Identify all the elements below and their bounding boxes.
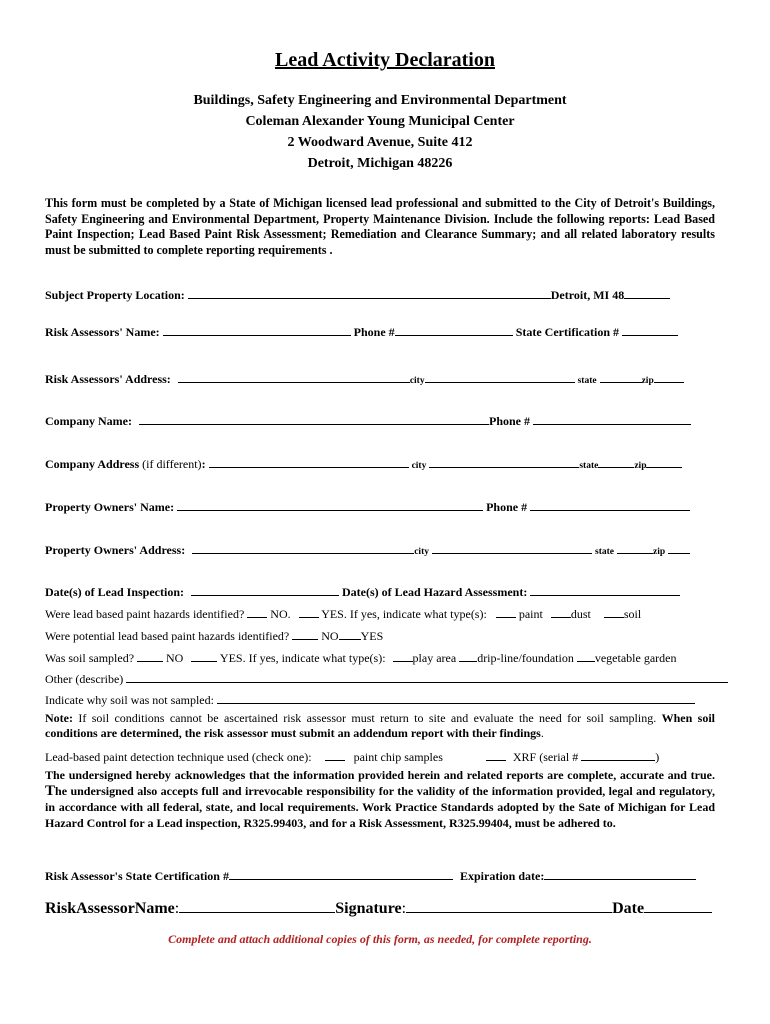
q1-no-check[interactable] [247, 606, 267, 618]
ra-name-colon: : [174, 900, 180, 917]
other-label: Other (describe) [45, 672, 124, 686]
header-building: Coleman Alexander Young Municipal Center [245, 114, 515, 129]
signature-row [45, 898, 712, 918]
ra-name-label: RiskAssessorName [45, 900, 175, 917]
q3-drip-line-check[interactable] [459, 650, 477, 662]
soil-note [45, 711, 715, 741]
q1-soil-label: soil [623, 607, 642, 621]
colon: : [201, 457, 206, 471]
risk-assessor-name-label: Risk Assessors' Name: [45, 325, 160, 339]
company-address-input[interactable] [209, 456, 409, 468]
question-hazards-identified [45, 606, 641, 622]
xrf-label: XRF (serial # [512, 750, 579, 764]
company-name-input[interactable] [139, 413, 489, 425]
owners-phone-input[interactable] [530, 499, 690, 511]
signature-label: Signature [335, 900, 402, 917]
company-state-input[interactable] [598, 456, 634, 468]
other-input[interactable] [126, 671, 728, 683]
risk-assessor-city-input[interactable] [425, 371, 575, 383]
xrf-serial-input[interactable] [581, 749, 655, 761]
risk-assessor-address-input[interactable] [178, 371, 410, 383]
date-input[interactable] [644, 898, 712, 913]
q1-paint-check[interactable] [496, 606, 516, 618]
date-label: Date [612, 900, 645, 917]
q2-text: Were potential lead based paint hazards identified? [45, 629, 290, 643]
inspection-dates-input[interactable] [191, 584, 339, 596]
q3-play-area-label: play area [412, 651, 457, 665]
header-department: Buildings, Safety Engineering and Environmental Department [193, 93, 567, 108]
q1-text: Were lead based paint hazards identified? [45, 607, 245, 621]
q2-no-check[interactable] [292, 628, 318, 640]
q2-no-label: NO [321, 629, 339, 643]
why-not-label: Indicate why soil was not sampled: [45, 693, 214, 707]
question-soil-sampled [45, 650, 676, 666]
signature-input[interactable] [406, 898, 612, 913]
company-zip-input[interactable] [646, 456, 682, 468]
owners-city-input[interactable] [432, 542, 592, 554]
expiration-input[interactable] [544, 868, 696, 880]
paint-chip-label: paint chip samples [353, 750, 443, 764]
cert-number-input[interactable] [229, 868, 453, 880]
q1-yes-label: YES. If yes, indicate what type(s): [321, 607, 487, 621]
state-certification-label: State Certification # [515, 325, 619, 339]
other-row [45, 671, 728, 687]
q2-yes-label: YES [360, 629, 384, 643]
owners-address-row [45, 542, 690, 558]
q3-no-label: NO [166, 651, 184, 665]
note-text: If soil conditions cannot be ascertained risk assessor must return to site and evaluate the need for soil sampling. [72, 711, 657, 725]
certification-row [45, 868, 696, 884]
company-name-row [45, 413, 691, 429]
hazard-dates-input[interactable] [530, 584, 680, 596]
risk-assessor-address-label: Risk Assessors' Address: [45, 372, 171, 386]
company-name-label: Company Name: [45, 414, 132, 428]
phone-label: Phone # [353, 325, 395, 339]
state-label: state [577, 376, 597, 386]
q1-paint-label: paint [518, 607, 543, 621]
owners-zip-input[interactable] [668, 542, 690, 554]
q1-yes-check[interactable] [299, 606, 319, 618]
footer-note: Complete and attach additional copies of this form, as needed, for complete reporting. [168, 932, 592, 946]
xrf-check[interactable] [486, 749, 506, 761]
owners-address-label: Property Owners' Address: [45, 543, 186, 557]
zip-label: zip [641, 376, 654, 386]
company-city-input[interactable] [429, 456, 579, 468]
cert-number-label: Risk Assessor's State Certification # [45, 869, 229, 883]
detroit-mi-label: Detroit, MI 48 [550, 288, 625, 302]
owners-state-label: state [595, 547, 614, 557]
if-different-label: (if different) [142, 457, 202, 471]
expiration-label: Expiration date: [459, 869, 545, 883]
risk-assessor-name-row [45, 324, 678, 340]
subject-property-label: Subject Property Location: [45, 288, 185, 302]
q1-dust-label: dust [570, 607, 591, 621]
owners-zip-label: zip [653, 547, 666, 557]
ack-part-2: he undersigned also accepts full and irrevocable responsibility for the validity of the information provided, legal and regulatory, in accordance with all federal, state, and local requirements. Work Practice Standards adopted by the Sate of Michigan for Lead Hazard Control for a Lead inspection, R325.99403, and for a Risk Assessment, R325.99404, must be adhered to. [45, 784, 715, 830]
owners-name-label: Property Owners' Name: [45, 500, 175, 514]
owners-address-input[interactable] [192, 542, 414, 554]
form-title: Lead Activity Declaration [275, 49, 495, 71]
q1-soil-check[interactable] [604, 606, 624, 618]
xrf-close: ) [655, 750, 660, 764]
technique-row [45, 749, 659, 765]
risk-assessor-zip-input[interactable] [654, 371, 684, 383]
state-certification-input[interactable] [622, 324, 678, 336]
company-phone-label: Phone # [489, 414, 531, 428]
acknowledgement-paragraph [45, 767, 715, 831]
subject-property-row [45, 287, 670, 303]
dates-row [45, 584, 680, 600]
owners-state-input[interactable] [617, 542, 653, 554]
owners-name-row [45, 499, 690, 515]
signature-colon: : [401, 900, 407, 917]
ack-big-t: T [45, 783, 56, 799]
owners-phone-label: Phone # [486, 500, 528, 514]
q3-no-check[interactable] [137, 650, 163, 662]
q3-yes-label: YES. If yes, indicate what type(s): [219, 651, 386, 665]
note-end: . [540, 726, 544, 740]
q2-yes-check[interactable] [339, 628, 361, 640]
company-address-row [45, 456, 682, 472]
subject-property-input[interactable] [188, 287, 551, 299]
paint-chip-check[interactable] [325, 749, 345, 761]
header-city: Detroit, Michigan 48226 [307, 156, 453, 171]
zip-suffix-input[interactable] [624, 287, 670, 299]
q1-dust-check[interactable] [551, 606, 571, 618]
q1-no-label: NO. [270, 607, 291, 621]
why-not-input[interactable] [217, 692, 695, 704]
risk-assessor-address-row [45, 371, 684, 387]
q3-play-area-check[interactable] [393, 650, 413, 662]
note-label: Note: [45, 711, 73, 725]
hazard-dates-label: Date(s) of Lead Hazard Assessment: [342, 585, 528, 599]
intro-paragraph: This form must be completed by a State of Michigan licensed lead professional and submitted to the City of Detroit's Buildings, Safety Engineering and Environmental Department, Property Maintenance Division. Include the following reports: Lead Based Paint Inspection; Lead Based Paint Risk Assessment; Remediation and Clearance Summary; and all related laboratory results must be submitted to complete reporting requirements . [45, 196, 715, 257]
question-potential-hazards [45, 628, 383, 644]
company-zip-label: zip [634, 461, 647, 471]
q3-garden-label: vegetable garden [594, 651, 677, 665]
company-phone-input[interactable] [533, 413, 691, 425]
owners-city-label: city [414, 547, 429, 557]
company-state-label: state [579, 461, 599, 471]
ack-part-1: The undersigned hereby acknowledges that the information provided herein and related reports are complete, accurate and true. [45, 768, 715, 782]
company-city-label: city [411, 461, 427, 471]
why-not-sampled-row [45, 692, 695, 708]
risk-assessor-name-input[interactable] [163, 324, 351, 336]
company-address-label: Company Address [45, 457, 140, 471]
inspection-dates-label: Date(s) of Lead Inspection: [45, 585, 184, 599]
header-street: 2 Woodward Avenue, Suite 412 [287, 135, 473, 150]
technique-label: Lead-based paint detection technique used (check one): [45, 750, 312, 764]
q3-text: Was soil sampled? [45, 651, 135, 665]
q3-yes-check[interactable] [191, 650, 217, 662]
owners-name-input[interactable] [177, 499, 483, 511]
risk-assessor-phone-input[interactable] [395, 324, 513, 336]
risk-assessor-state-input[interactable] [600, 371, 642, 383]
q3-garden-check[interactable] [577, 650, 595, 662]
ra-name-input[interactable] [179, 898, 335, 913]
note-bold-text: When soil conditions are determined, the risk assessor must submit an addendum report with their findings [45, 711, 715, 740]
q3-drip-line-label: drip-line/foundation [477, 651, 574, 665]
city-label: city [409, 376, 425, 386]
